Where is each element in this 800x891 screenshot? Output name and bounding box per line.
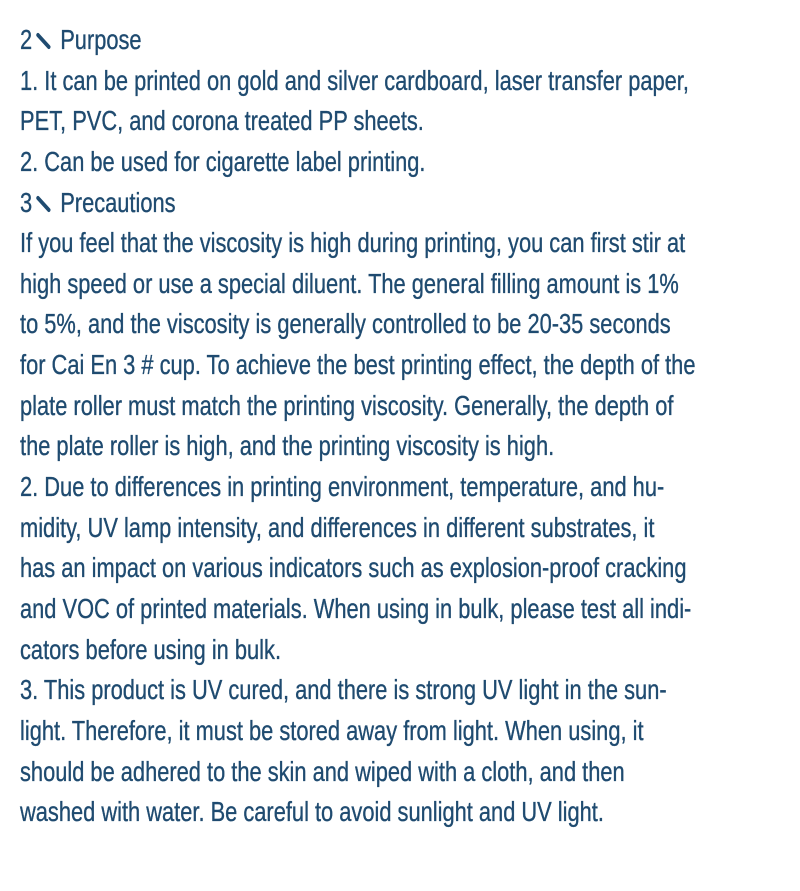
section-number: 3	[20, 186, 33, 218]
text-line: 3. This product is UV cured, and there is strong UV light in the sun-	[20, 674, 667, 706]
section-title: Precautions	[60, 186, 176, 218]
text-line: 2. Can be used for cigarette label printing.	[20, 145, 426, 177]
ideographic-comma-icon	[32, 195, 60, 213]
text-line: washed with water. Be careful to avoid sunlight and UV light.	[20, 796, 604, 828]
text-line: PET, PVC, and corona treated PP sheets.	[20, 105, 424, 137]
section-number: 2	[20, 24, 33, 55]
text-line: to 5%, and the viscosity is generally controlled to be 20-35 seconds	[20, 308, 671, 340]
text-line: cators before using in bulk.	[20, 633, 282, 665]
text-line: 1. It can be printed on gold and silver cardboard, laser transfer paper,	[20, 64, 689, 96]
text-line: and VOC of printed materials. When using in bulk, please test all indi-	[20, 592, 692, 624]
ideographic-comma-icon	[32, 32, 60, 50]
section-heading-purpose	[20, 20, 800, 61]
text-line: should be adhered to the skin and wiped with a cloth, and then	[20, 755, 625, 787]
text-line: the plate roller is high, and the printing viscosity is high.	[20, 430, 555, 462]
text-line: 2. Due to differences in printing environment, temperature, and hu-	[20, 471, 665, 503]
text-line: If you feel that the viscosity is high during printing, you can first stir at	[20, 227, 686, 259]
text-line: midity, UV lamp intensity, and differences in different substrates, it	[20, 511, 655, 543]
document-content	[20, 20, 800, 833]
text-line: plate roller must match the printing viscosity. Generally, the depth of	[20, 389, 674, 421]
section-title: Purpose	[60, 24, 142, 55]
section-heading-precautions	[20, 183, 800, 224]
text-line: light. Therefore, it must be stored away from light. When using, it	[20, 714, 644, 746]
text-line: has an impact on various indicators such as explosion-proof cracking	[20, 552, 687, 584]
text-line: for Cai En 3 # cup. To achieve the best printing effect, the depth of the	[20, 349, 696, 381]
text-line: high speed or use a special diluent. The general filling amount is 1%	[20, 267, 679, 299]
